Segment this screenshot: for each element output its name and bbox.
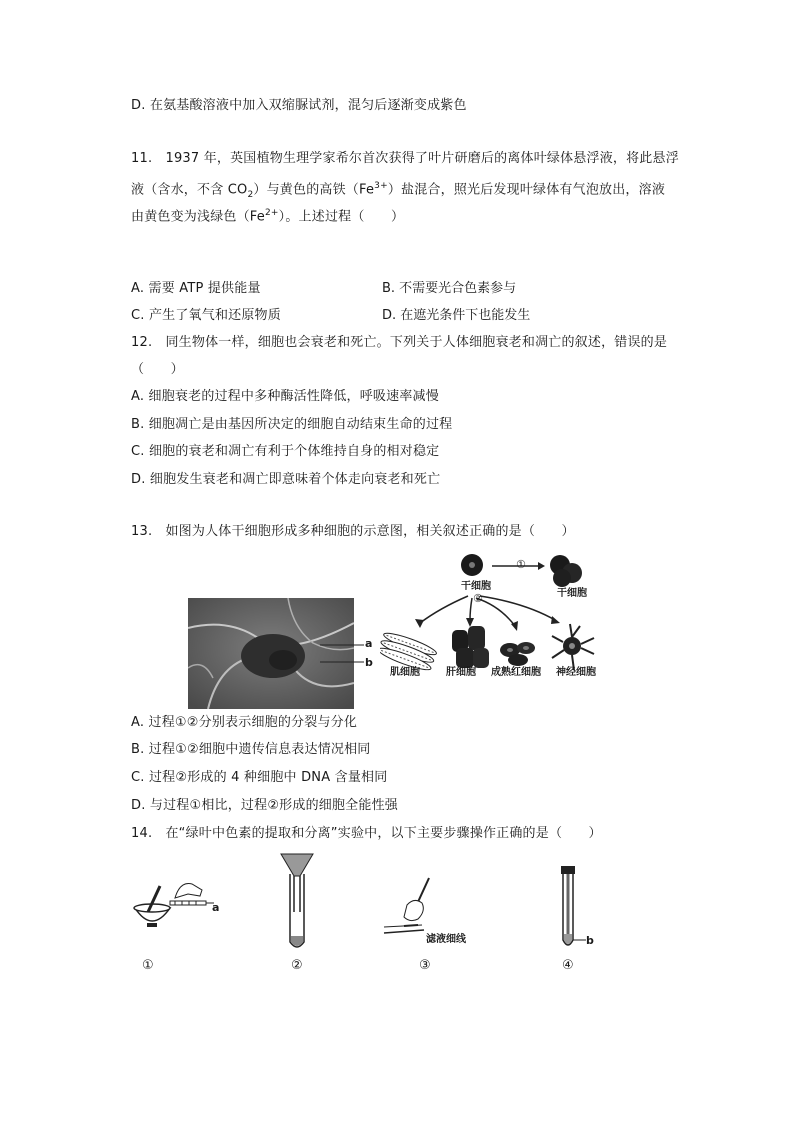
q13-micrograph-leaders: [320, 640, 370, 670]
q13-option-c: C. 过程②形成的 4 种细胞中 DNA 含量相同: [131, 770, 388, 785]
q12-stem-line2: （ ）: [131, 362, 184, 377]
q14-figure-number-4: ④: [562, 958, 574, 973]
q14-label-filter-line: 滤液细线: [426, 934, 466, 945]
q13-label-neuron: 神经细胞: [556, 667, 596, 678]
q12-option-b: B. 细胞凋亡是由基因所决定的细胞自动结束生命的过程: [131, 417, 453, 432]
q13-step-2: ②: [473, 592, 483, 605]
q11-option-d: D. 在遮光条件下也能发生: [382, 308, 531, 323]
q11-stem-line1: 11. 1937 年，英国植物生理学家希尔首次获得了叶片研磨后的离体叶绿体悬浮液，将此悬浮: [131, 151, 679, 166]
q11-stem-line2: 液（含水，不含 $CO_2$）与黄色的高铁$(Fe^{3+})$盐混合，照光后发现叶绿体有气泡放出，溶液: [131, 181, 666, 200]
q13-option-b: B. 过程①②细胞中遗传信息表达情况相同: [131, 742, 371, 757]
q14-figure-number-2: ②: [291, 958, 303, 973]
q13-step-1: ①: [516, 558, 526, 571]
q13-label-b: b: [365, 656, 373, 669]
q12-stem-line1: 12. 同生物体一样，细胞也会衰老和死亡。下列关于人体细胞衰老和凋亡的叙述，错误的是: [131, 335, 668, 350]
q14-mortar-figure: [130, 876, 220, 936]
q10-option-d: D. 在氨基酸溶液中加入双缩脲试剂，混匀后逐渐变成紫色: [131, 98, 467, 113]
q13-label-a: a: [365, 637, 373, 650]
q12-option-d: D. 细胞发生衰老和凋亡即意味着个体走向衰老和死亡: [131, 472, 441, 487]
q13-stem: 13. 如图为人体干细胞形成多种细胞的示意图，相关叙述正确的是（ ）: [131, 524, 575, 539]
q11-option-c: C. 产生了氧气和还原物质: [131, 308, 281, 323]
q12-option-a: A. 细胞衰老的过程中多种酶活性降低，呼吸速率减慢: [131, 389, 439, 404]
q14-stem: 14. 在“绿叶中色素的提取和分离”实验中，以下主要步骤操作正确的是（ ）: [131, 826, 602, 841]
q13-option-d: D. 与过程①相比，过程②形成的细胞全能性强: [131, 798, 398, 813]
q13-label-muscle: 肌细胞: [390, 667, 420, 678]
q13-option-a: A. 过程①②分别表示细胞的分裂与分化: [131, 715, 358, 730]
q13-label-stem-cell-2: 干细胞: [557, 588, 587, 599]
q13-label-stem-cell: 干细胞: [461, 581, 491, 592]
q14-figure-number-1: ①: [142, 958, 154, 973]
q11-option-a: A. 需要 ATP 提供能量: [131, 281, 261, 296]
q14-capillary-figure: [382, 875, 442, 935]
q14-label-a: a: [212, 901, 220, 914]
q14-funnel-figure: [278, 852, 318, 952]
q14-figure-number-3: ③: [419, 958, 431, 973]
q13-label-rbc: 成熟红细胞: [491, 667, 541, 678]
q11-option-b: B. 不需要光合色素参与: [382, 281, 517, 296]
q12-option-c: C. 细胞的衰老和凋亡有利于个体维持自身的相对稳定: [131, 444, 440, 459]
q11-stem-line3: 由黄色变为浅绿色$(Fe^{2+})$。上述过程（ ）: [131, 208, 405, 225]
q14-label-b: b: [586, 934, 594, 947]
q13-label-liver: 肝细胞: [446, 667, 476, 678]
